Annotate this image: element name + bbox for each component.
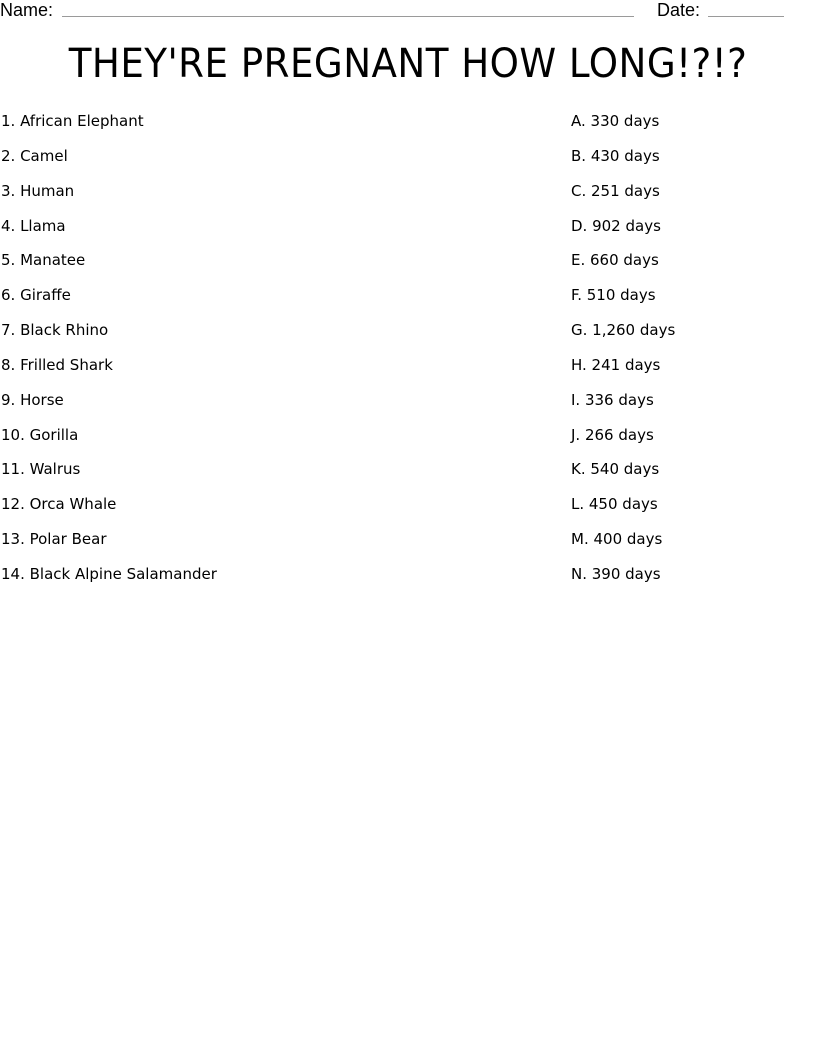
answer-item: L. 450 days <box>571 495 658 514</box>
animal-item: 3. Human <box>1 181 75 200</box>
date-blank-line <box>708 16 784 17</box>
answer-item: G. 1,260 days <box>571 321 676 340</box>
answer-item: N. 390 days <box>571 564 661 583</box>
animal-item: 2. Camel <box>1 146 68 165</box>
animal-item: 6. Giraffe <box>1 286 71 305</box>
answer-item: I. 336 days <box>571 390 654 409</box>
animal-item: 10. Gorilla <box>1 425 79 444</box>
date-label: Date: <box>657 0 701 20</box>
animal-item: 4. Llama <box>1 216 66 235</box>
answer-item: F. 510 days <box>571 286 656 305</box>
name-label: Name: <box>0 0 54 20</box>
answer-item: E. 660 days <box>571 251 659 270</box>
animal-item: 14. Black Alpine Salamander <box>1 564 217 583</box>
animal-item: 13. Polar Bear <box>1 530 107 549</box>
animal-item: 7. Black Rhino <box>1 321 109 340</box>
animal-item: 1. African Elephant <box>1 112 144 130</box>
animal-item: 5. Manatee <box>1 251 86 270</box>
answer-item: H. 241 days <box>571 355 661 374</box>
answer-item: K. 540 days <box>571 460 660 479</box>
animal-list <box>1 111 521 599</box>
animal-item: 8. Frilled Shark <box>1 355 113 374</box>
answer-item: M. 400 days <box>571 530 663 549</box>
answer-item: C. 251 days <box>571 181 660 200</box>
answer-item: B. 430 days <box>571 146 660 165</box>
page-title: THEY'RE PREGNANT HOW LONG!?!? <box>68 41 748 87</box>
animal-item: 11. Walrus <box>1 460 81 479</box>
answer-item: J. 266 days <box>571 425 654 444</box>
answer-item: A. 330 days <box>571 112 660 130</box>
animal-item: 9. Horse <box>1 390 64 409</box>
name-blank-line <box>62 16 634 17</box>
answer-list <box>571 111 811 599</box>
animal-item: 12. Orca Whale <box>1 495 117 514</box>
answer-item: D. 902 days <box>571 216 661 235</box>
worksheet-header <box>0 0 816 22</box>
